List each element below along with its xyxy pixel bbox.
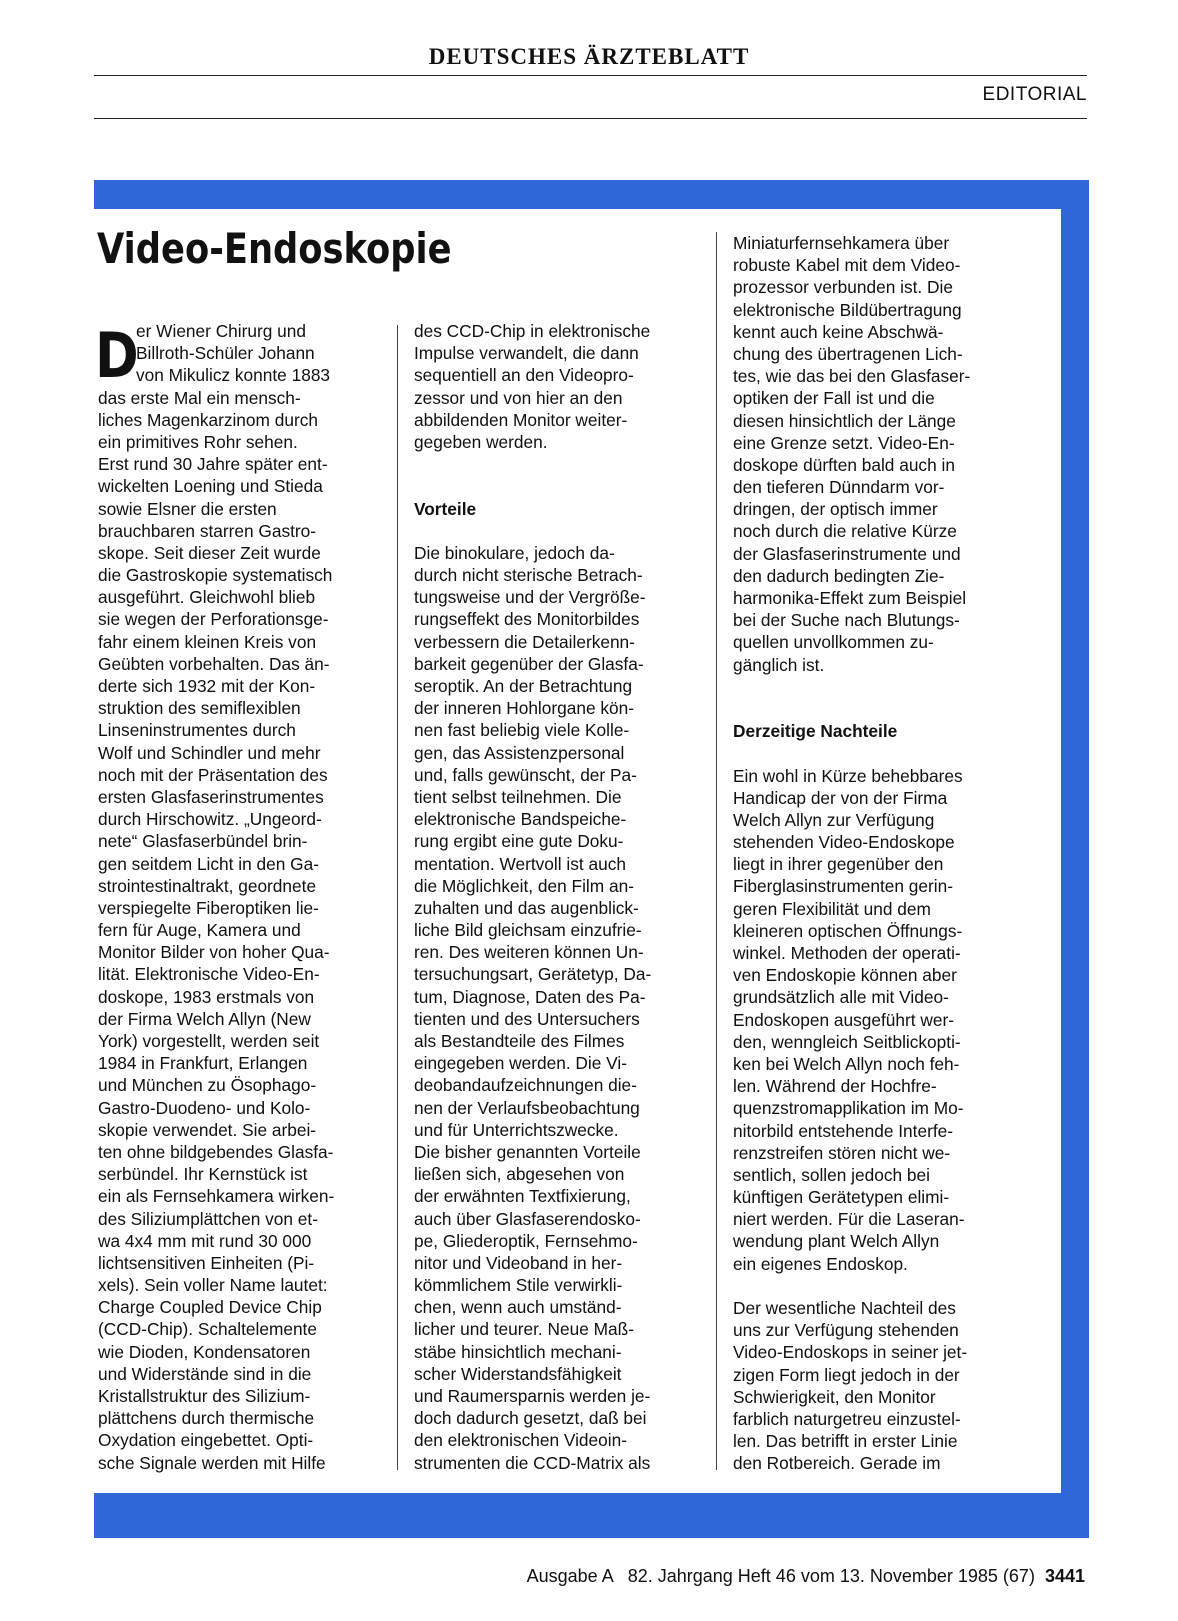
text-line: tes, wie das bei den Glasfaser- — [733, 366, 971, 387]
text-line: wickelten Loening und Stieda — [98, 476, 323, 497]
text-line: optiken der Fall ist und die — [733, 388, 935, 409]
text-line: rungseffekt des Monitorbildes — [414, 609, 640, 630]
blue-band-top — [94, 180, 1089, 209]
text-line: kleineren optischen Öffnungs- — [733, 920, 963, 941]
text-line: Schwierigkeit, den Monitor — [733, 1386, 936, 1407]
text-line: pe, Gliederoptik, Fernsehmo- — [414, 1230, 638, 1251]
text-line: ließen sich, abgesehen von — [414, 1164, 625, 1185]
text-line: gen, das Assistenzpersonal — [414, 742, 625, 763]
drop-cap: D — [95, 319, 139, 392]
text-line: Endoskopen ausgeführt wer- — [733, 1009, 954, 1030]
text-line: Fiberglasinstrumenten gerin- — [733, 876, 953, 897]
text-line: den Rotbereich. Gerade im — [733, 1453, 941, 1474]
text-line: den dadurch bedingten Zie- — [733, 565, 945, 586]
text-line: grundsätzlich alle mit Video- — [733, 987, 949, 1008]
text-line: skopie verwendet. Sie arbei- — [98, 1119, 317, 1140]
text-line: quellen unvollkommen zu- — [733, 632, 934, 653]
page-footer — [527, 1566, 1085, 1587]
text-line: eingegeben werden. Die Vi- — [414, 1053, 627, 1074]
text-line: scher Widerstandsfähigkeit — [414, 1363, 622, 1384]
text-line: quenzstromapplikation im Mo- — [733, 1098, 964, 1119]
text-line: Handicap der von der Firma — [733, 787, 948, 808]
section-label: EDITORIAL — [982, 84, 1087, 105]
text-line: nen fast beliebig viele Kolle- — [414, 720, 630, 741]
text-line: nete“ Glasfaserbündel brin- — [98, 831, 308, 852]
text-line: strumenten die CCD-Matrix als — [414, 1452, 651, 1473]
text-line: auch über Glasfaserendosko- — [414, 1208, 641, 1229]
text-line: barkeit gegenüber der Glasfa- — [414, 653, 644, 674]
text-line: doch dadurch gesetzt, daß bei — [414, 1408, 647, 1429]
text-line: durch nicht sterische Betrach- — [414, 565, 643, 586]
text-line: Ein wohl in Kürze behebbares — [733, 765, 963, 786]
issue-info: Ausgabe A 82. Jahrgang Heft 46 vom 13. November 1985 (67) — [526, 1566, 1035, 1586]
text-line: lichtsensitiven Einheiten (Pi- — [98, 1252, 315, 1273]
text-line: doskope, 1983 erstmals von — [98, 986, 315, 1007]
text-line: fern für Auge, Kamera und — [98, 920, 301, 941]
text-line: chen, wenn auch umständ- — [414, 1297, 622, 1318]
text-line: verspiegelte Fiberoptiken lie- — [98, 897, 319, 918]
text-line: zuhalten und das augenblick- — [414, 897, 639, 918]
text-line: abbildenden Monitor weiter- — [414, 409, 628, 430]
text-line: 1984 in Frankfurt, Erlangen — [98, 1053, 308, 1074]
text-line: strointestinaltrakt, geordnete — [98, 875, 317, 896]
text-line: len. Während der Hochfre- — [733, 1076, 937, 1097]
text-line: elektronische Bandspeiche- — [414, 809, 627, 830]
text-line: zigen Form liegt jedoch in der — [733, 1364, 960, 1385]
text-line: gänglich ist. — [733, 654, 825, 675]
text-line: wa 4x4 mm mit rund 30 000 — [98, 1230, 312, 1251]
text-line: ein eigenes Endoskop. — [733, 1253, 908, 1274]
text-line: liegt in ihrer gegenüber den — [733, 854, 944, 875]
text-line: liche Bild gleichsam einzufrie- — [414, 920, 642, 941]
text-line: das erste Mal ein mensch- — [98, 387, 301, 408]
text-line: ren. Des weiteren können Un- — [414, 942, 644, 963]
text-line: eine Grenze setzt. Video-En- — [733, 432, 955, 453]
text-line: Kristallstruktur des Silizium- — [98, 1386, 311, 1406]
text-line: Impulse verwandelt, die dann — [414, 343, 639, 364]
column-divider-1 — [397, 325, 398, 1470]
text-line: skope. Seit dieser Zeit wurde — [98, 542, 321, 563]
text-line — [733, 742, 970, 764]
text-line: verbessern die Detailerkenn- — [414, 631, 635, 652]
text-line: zessor und von hier an den — [414, 387, 623, 408]
text-line: ken bei Welch Allyn noch feh- — [733, 1053, 960, 1074]
text-line: Wolf und Schindler und mehr — [98, 742, 321, 763]
text-line: dringen, der optisch immer — [733, 499, 938, 520]
text-line: Gastro-Duodeno- und Kolo- — [98, 1097, 311, 1118]
text-line: liches Magenkarzinom durch — [98, 409, 318, 430]
text-line: struktion des semiflexiblen — [98, 698, 301, 719]
text-line: uns zur Verfügung stehenden — [733, 1320, 959, 1341]
text-line: nen der Verlaufsbeobachtung — [414, 1097, 640, 1118]
text-line: derte sich 1932 mit der Kon- — [98, 676, 316, 696]
text-line: rung ergibt eine gute Doku- — [414, 831, 624, 852]
text-line: sowie Elsner die ersten — [98, 498, 277, 519]
text-line: winkel. Methoden der operati- — [733, 943, 961, 963]
text-line: serbündel. Ihr Kernstück ist — [98, 1164, 308, 1185]
text-line: ein als Fernsehkamera wirken- — [98, 1186, 335, 1207]
text-line: harmonika-Effekt zum Beispiel — [733, 588, 967, 608]
text-line: Monitor Bilder von hoher Qua- — [98, 942, 330, 963]
text-line: den, wenngleich Seitblickopti- — [733, 1031, 961, 1052]
text-line: licher und teurer. Neue Maß- — [414, 1319, 634, 1340]
text-line: Geübten vorbehalten. Das än- — [98, 653, 330, 674]
text-line: (CCD-Chip). Schaltelemente — [98, 1319, 317, 1340]
text-line: deobandaufzeichnungen die- — [414, 1075, 637, 1096]
text-line: niert werden. Für die Laseran- — [733, 1209, 965, 1230]
text-line: bei der Suche nach Blutungs- — [733, 610, 960, 631]
text-line: diesen hinsichtlich der Länge — [733, 410, 956, 431]
text-line: Billroth-Schüler Johann — [136, 343, 315, 364]
text-line — [414, 453, 651, 475]
text-line: renzstreifen stören nicht we- — [733, 1142, 951, 1163]
text-line — [414, 475, 651, 497]
text-line: Video-Endoskops in seiner jet- — [733, 1342, 968, 1363]
page-number: 3441 — [1044, 1566, 1085, 1586]
blue-band-right — [1061, 180, 1089, 1538]
text-line: ausgeführt. Gleichwohl blieb — [98, 587, 316, 608]
text-line: brauchbaren starren Gastro- — [98, 520, 317, 541]
text-line: die Gastroskopie systematisch — [98, 565, 333, 586]
text-line: Linseninstrumentes durch — [98, 720, 296, 741]
text-line: er Wiener Chirurg und — [136, 321, 307, 341]
text-line: die Möglichkeit, den Film an- — [414, 875, 634, 896]
text-line: tienten und des Untersuchers — [414, 1008, 640, 1029]
text-line: der Firma Welch Allyn (New — [98, 1008, 311, 1029]
text-line: künftigen Gerätetypen elimi- — [733, 1187, 950, 1208]
text-line: und Raumersparnis werden je- — [414, 1386, 651, 1406]
text-line: wie Dioden, Kondensatoren — [98, 1341, 311, 1362]
text-line: von Mikulicz konnte 1883 — [136, 365, 331, 386]
text-line: Der wesentliche Nachteil des — [733, 1298, 956, 1318]
text-line: stehenden Video-Endoskope — [733, 832, 955, 853]
text-line: den elektronischen Videoin- — [414, 1430, 627, 1451]
text-line — [733, 676, 970, 698]
article-title: Video-Endoskopie — [97, 224, 452, 273]
text-line: der erwähnten Textfixierung, — [414, 1186, 631, 1207]
text-line: mentation. Wertvoll ist auch — [414, 853, 626, 874]
text-line: und Widerstände sind in die — [98, 1363, 312, 1384]
text-line: xels). Sein voller Name lautet: — [98, 1275, 328, 1296]
text-line: York) vorgestellt, werden seit — [98, 1031, 320, 1051]
text-line: sie wegen der Perforationsge- — [98, 609, 329, 630]
text-line: fahr einem kleinen Kreis von — [98, 631, 317, 652]
masthead-rule — [94, 75, 1087, 76]
text-line: chung des übertragenen Lich- — [733, 343, 963, 364]
text-line: len. Das betrifft in erster Linie — [733, 1431, 958, 1452]
text-line: noch durch die relative Kürze — [733, 521, 957, 542]
text-line: elektronische Bildübertragung — [733, 299, 962, 320]
text-line — [414, 520, 651, 542]
text-line: noch mit der Präsentation des — [98, 764, 328, 785]
text-line: gegeben werden. — [414, 431, 548, 452]
section-rule — [94, 118, 1087, 119]
text-line: durch Hirschowitz. „Ungeord- — [98, 809, 322, 830]
text-line: als Bestandteile des Filmes — [414, 1031, 625, 1051]
column-divider-2 — [716, 232, 717, 1470]
text-line: ten ohne bildgebendes Glasfa- — [98, 1141, 334, 1162]
text-line — [733, 1275, 970, 1297]
text-line: Erst rund 30 Jahre später ent- — [98, 454, 328, 475]
text-line: nitorbild entstehende Interfe- — [733, 1120, 953, 1141]
text-line: Die bisher genannten Vorteile — [414, 1141, 641, 1162]
text-line: seroptik. An der Betrachtung — [414, 676, 633, 696]
text-line: kennt auch keine Abschwä- — [733, 321, 944, 342]
text-line: ersten Glasfaserinstrumentes — [98, 786, 324, 807]
text-line: der Glasfaserinstrumente und — [733, 543, 961, 564]
text-line: lität. Elektronische Video-En- — [98, 964, 320, 985]
text-line: robuste Kabel mit dem Video- — [733, 255, 961, 276]
column-1 — [98, 320, 334, 1474]
text-line: Die binokulare, jedoch da- — [414, 542, 615, 563]
text-line: Miniaturfernsehkamera über — [733, 233, 950, 253]
text-line: sche Signale werden mit Hilfe — [98, 1452, 326, 1473]
text-line: farblich naturgetreu einzustel- — [733, 1408, 961, 1429]
text-line: Welch Allyn zur Verfügung — [733, 809, 935, 830]
text-line: tient selbst teilnehmen. Die — [414, 786, 622, 807]
column-3 — [733, 232, 970, 1475]
text-line: Oxydation eingebettet. Opti- — [98, 1430, 314, 1451]
text-line: nitor und Videoband in her- — [414, 1252, 623, 1273]
text-line: und München zu Ösophago- — [98, 1075, 317, 1096]
text-line: sentlich, sollen jedoch bei — [733, 1164, 930, 1185]
text-line: plättchens durch thermische — [98, 1408, 315, 1429]
blue-band-bottom — [94, 1493, 1089, 1538]
text-line: den tieferen Dünndarm vor- — [733, 477, 945, 498]
text-line: des CCD-Chip in elektronische — [414, 321, 651, 341]
text-line: prozessor verbunden ist. Die — [733, 277, 953, 298]
text-line: Charge Coupled Device Chip — [98, 1297, 322, 1318]
text-line: und, falls gewünscht, der Pa- — [414, 764, 637, 785]
text-line: geren Flexibilität und dem — [733, 898, 931, 919]
text-line: tersuchungsart, Gerätetyp, Da- — [414, 964, 652, 985]
text-line: tum, Diagnose, Daten des Pa- — [414, 986, 646, 1007]
text-line: wendung plant Welch Allyn — [733, 1231, 940, 1252]
text-line: tungsweise und der Vergröße- — [414, 587, 646, 608]
text-line: des Siliziumplättchen von et- — [98, 1208, 318, 1229]
text-line: sequentiell an den Videopro- — [414, 365, 634, 386]
section-heading: Vorteile — [414, 498, 477, 519]
section-heading: Derzeitige Nachteile — [733, 721, 898, 742]
masthead: DEUTSCHES ÄRZTEBLATT — [428, 44, 750, 69]
column-2 — [414, 320, 651, 1474]
text-line: ein primitives Rohr sehen. — [98, 431, 298, 452]
text-line: kömmlichem Stile verwirkli- — [414, 1275, 623, 1296]
text-line: stäbe hinsichtlich mechani- — [414, 1341, 622, 1362]
text-line: doskope dürften bald auch in — [733, 454, 955, 475]
text-line: gen seitdem Licht in den Ga- — [98, 853, 319, 874]
text-line: der inneren Hohlorgane kön- — [414, 698, 634, 719]
text-line — [733, 698, 970, 720]
text-line: und für Unterrichtszwecke. — [414, 1119, 619, 1140]
text-line: ven Endoskopie können aber — [733, 965, 957, 986]
